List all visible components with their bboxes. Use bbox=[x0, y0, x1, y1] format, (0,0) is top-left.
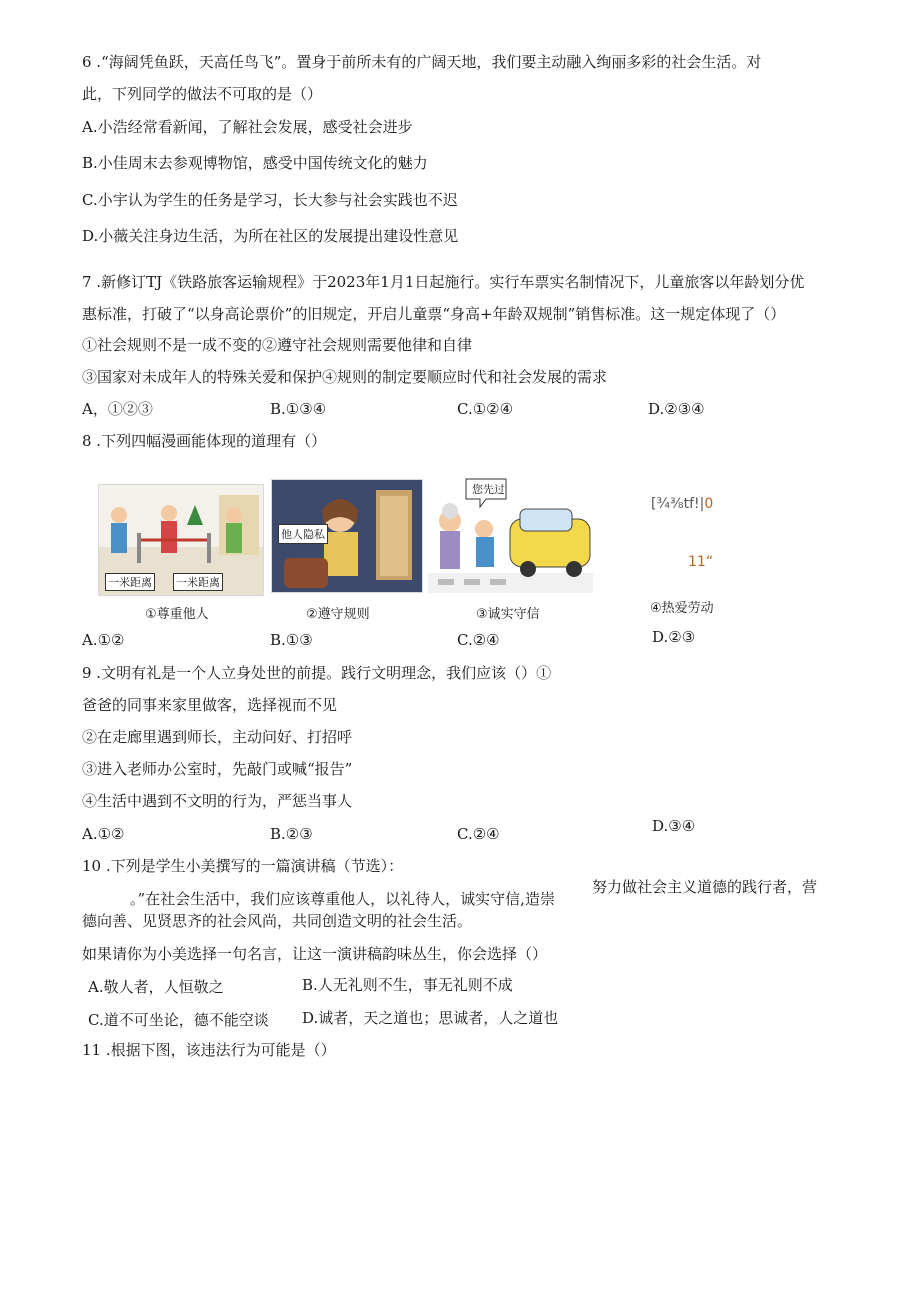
q7-stem-line1: 7 .新修订TJ《铁路旅客运输规程》于2023年1月1日起施行。实行车票实名制情况下，儿童旅客以年龄划分优 bbox=[82, 273, 805, 291]
q10-option-c: C.道不可坐论，德不能空谈 bbox=[88, 1011, 269, 1029]
q10-passage-line2: 德向善、见贤思齐的社会风尚，共同创造文明的社会生活。 bbox=[82, 912, 473, 930]
q6-stem-line2: 此，下列同学的做法不可取的是（） bbox=[82, 85, 323, 103]
q9-item-2: ②在走廊里遇到师长，主动问好、打招呼 bbox=[82, 728, 353, 746]
q10-option-b: B.人无礼则不生，事无礼则不成 bbox=[302, 976, 513, 994]
comic-caption-1: ①尊重他人 bbox=[145, 607, 209, 622]
privacy-sign: 他人隐私 bbox=[278, 524, 328, 544]
q10-right-text: 努力做社会主义道德的践行者，营 bbox=[592, 878, 818, 896]
q8-stem: 8 .下列四幅漫画能体现的道理有（） bbox=[82, 432, 327, 450]
q7-option-d: D.②③④ bbox=[648, 400, 705, 418]
q9-option-c: C.②④ bbox=[457, 825, 500, 843]
q10-stem: 10 .下列是学生小美撰写的一篇演讲稿（节选）： bbox=[82, 857, 404, 875]
q7-option-c: C.①②④ bbox=[457, 400, 514, 418]
q9-option-d: D.③④ bbox=[652, 817, 696, 835]
q10-option-d: D.诚者，天之道也；思诚者，人之道也 bbox=[302, 1009, 559, 1027]
q7-option-b: B.①③④ bbox=[270, 400, 327, 418]
q6-option-a: A.小浩经常看新闻，了解社会发展，感受社会进步 bbox=[82, 118, 413, 136]
q8-option-d: D.②③ bbox=[652, 628, 696, 646]
q7-items-line2: ③国家对未成年人的特殊关爱和保护④规则的制定要顺应时代和社会发展的需求 bbox=[82, 368, 608, 386]
q10-option-a: A.敬人者，人恒敬之 bbox=[88, 978, 224, 996]
floor-sign-right: 一米距离 bbox=[173, 573, 223, 591]
panel4-garbled-text-1: [¾⅜tf!|0 bbox=[651, 496, 714, 512]
q9-option-b: B.②③ bbox=[270, 825, 313, 843]
q7-items-line1: ①社会规则不是一成不变的②遵守社会规则需要他律和自律 bbox=[82, 336, 473, 354]
q7-stem-line2: 惠标准，打破了“以身高论票价”的旧规定，开启儿童票“身高+年龄双规制”销售标准。这一规定体现了（） bbox=[82, 305, 786, 323]
q6-option-c: C.小宇认为学生的任务是学习，长大参与社会实践也不迟 bbox=[82, 191, 458, 209]
q9-option-a: A.①② bbox=[82, 825, 125, 843]
q6-option-b: B.小佳周末去参观博物馆，感受中国传统文化的魅力 bbox=[82, 154, 428, 172]
q6-option-d: D.小薇关注身边生活，为所在社区的发展提出建设性意见 bbox=[82, 227, 459, 245]
q9-stem: 9 .文明有礼是一个人立身处世的前提。践行文明理念，我们应该（）① bbox=[82, 664, 552, 682]
panel4-garbled-text-2: 11“ bbox=[688, 554, 714, 570]
q10-prompt: 如果请你为小美选择一句名言，让这一演讲稿韵味丛生，你会选择（） bbox=[82, 945, 548, 963]
q10-passage-line1: 。”在社会生活中，我们应该尊重他人，以礼待人，诚实守信,造崇 bbox=[130, 890, 555, 908]
q8-option-b: B.①③ bbox=[270, 631, 313, 649]
q9-item-4: ④生活中遇到不文明的行为，严惩当事人 bbox=[82, 792, 353, 810]
speech-bubble-text: 您先过 bbox=[472, 483, 505, 496]
comic-panel-3 bbox=[427, 468, 594, 594]
q6-stem-line1: 6 .“海阔凭鱼跃，天高任鸟飞”。置身于前所未有的广阔天地，我们要主动融入绚丽多彩的社会生活。对 bbox=[82, 53, 762, 71]
q8-option-c: C.②④ bbox=[457, 631, 500, 649]
comic-panel-2 bbox=[271, 479, 423, 593]
comic-caption-2: ②遵守规则 bbox=[306, 607, 370, 622]
floor-sign-left: 一米距离 bbox=[105, 573, 155, 591]
comic-caption-3: ③诚实守信 bbox=[476, 607, 540, 622]
q11-stem: 11 .根据下图，该违法行为可能是（） bbox=[82, 1041, 336, 1059]
q9-item-1: 爸爸的同事来家里做客，选择视而不见 bbox=[82, 696, 338, 714]
q8-option-a: A.①② bbox=[82, 631, 125, 649]
comic-panel-1 bbox=[98, 484, 264, 596]
comic-caption-4: ④热爱劳动 bbox=[650, 601, 714, 616]
q7-option-a: A，①②③ bbox=[82, 400, 153, 418]
q9-item-3: ③进入老师办公室时，先敲门或喊“报告” bbox=[82, 760, 353, 778]
